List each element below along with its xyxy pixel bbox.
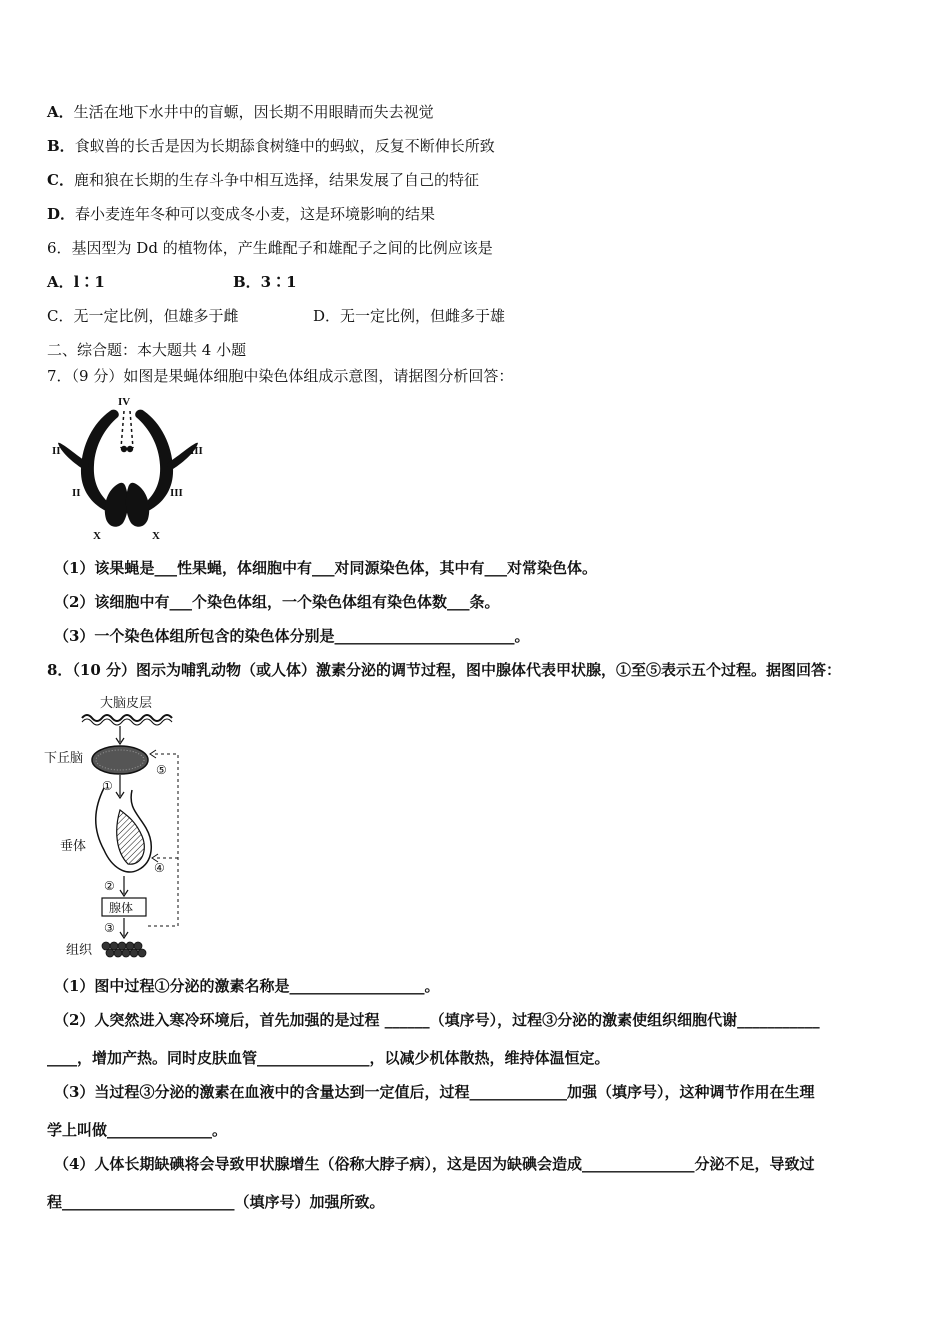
q8-sub3-line2: 学上叫做______________。	[47, 1121, 228, 1139]
label-p4: ④	[154, 861, 165, 875]
q5-option-b	[47, 136, 495, 156]
q6-stem: 6．基因型为 Dd 的植物体，产生雌配子和雄配子之间的比例应该是	[47, 239, 493, 257]
q7-sub2: （2）该细胞中有___个染色体组，一个染色体组有染色体数___条。	[54, 593, 500, 611]
label-p1: ①	[102, 779, 113, 793]
q5-option-b-text: 食蚁兽的长舌是因为长期舔食树缝中的蚂蚁，反复不断伸长所致	[74, 137, 495, 155]
q5-option-c	[47, 170, 479, 190]
label-gland: 腺体	[109, 901, 134, 915]
q5-option-a	[47, 102, 434, 122]
q5-option-c-label: C．	[47, 171, 74, 189]
q6-option-d: D．无一定比例，但雌多于雄	[313, 307, 506, 325]
chromosome-x-right	[126, 483, 149, 527]
label-p2: ②	[104, 879, 115, 893]
q5-option-d-text: 春小麦连年冬种可以变成冬小麦，这是环境影响的结果	[75, 205, 436, 223]
label-iii-bottom: III	[170, 487, 183, 499]
q6-option-b: B．3∶1	[233, 273, 297, 291]
chromosome-iv-dot	[121, 446, 127, 452]
label-cortex: 大脑皮层	[100, 696, 153, 711]
chromosome-x-left	[105, 483, 128, 527]
label-iii-top: III	[190, 445, 203, 457]
chromosome-figure	[48, 393, 216, 543]
q8-sub1: （1）图中过程①分泌的激素名称是__________________。	[54, 977, 440, 995]
q8-stem: 8．（10 分）图示为哺乳动物（或人体）激素分泌的调节过程，图中腺体代表甲状腺，①至⑤表示五个过程。据图回答：	[47, 661, 842, 679]
label-pituitary: 垂体	[60, 839, 87, 854]
label-ii-top: II	[52, 445, 61, 457]
q5-option-b-label: B．	[47, 137, 75, 155]
q7-sub3: （3）一个染色体组所包含的染色体分别是________________________。	[54, 627, 530, 645]
q8-sub4-line2: 程_______________________（填序号）加强所致。	[47, 1193, 385, 1211]
label-p3: ③	[104, 921, 115, 935]
q7-stem: 7．（9 分）如图是果蝇体细胞中染色体组成示意图，请据图分析回答：	[47, 367, 514, 385]
label-hypothalamus: 下丘脑	[44, 751, 84, 766]
q8-sub4-line1: （4）人体长期缺碘将会导致甲状腺增生（俗称大脖子病），这是因为缺碘会造成_______________分泌不足，导致过	[54, 1155, 815, 1173]
q8-sub2-line1: （2）人突然进入寒冷环境后，首先加强的是过程 ______（填序号），过程③分泌的激素使组织细胞代谢___________	[54, 1011, 820, 1029]
q7-sub1: （1）该果蝇是___性果蝇，体细胞中有___对同源染色体，其中有___对常染色体。	[54, 559, 597, 577]
label-x-left: X	[93, 530, 101, 542]
q8-sub3-line1: （3）当过程③分泌的激素在血液中的含量达到一定值后，过程_____________加强（填序号），这种调节作用在生理	[54, 1083, 815, 1101]
chromosome-iv-dot	[127, 446, 133, 452]
q5-option-d-label: D．	[47, 205, 76, 223]
q6-option-a: A．l∶1	[47, 273, 105, 291]
tissue-cells	[102, 942, 146, 957]
label-x-right: X	[152, 530, 160, 542]
q6-option-c: C．无一定比例，但雄多于雌	[47, 307, 239, 325]
q5-option-c-text: 鹿和狼在长期的生存斗争中相互选择，结果发展了自己的特征	[73, 171, 479, 189]
q5-option-a-label: A．	[47, 103, 74, 121]
q5-option-d	[47, 204, 435, 224]
q5-option-a-text: 生活在地下水井中的盲螈，因长期不用眼睛而失去视觉	[73, 103, 434, 121]
label-iv: IV	[118, 396, 131, 408]
q8-sub2-line2: ____，增加产热。同时皮肤血管_______________，以减少机体散热，维持体温恒定。	[47, 1049, 610, 1067]
hormone-regulation-figure	[42, 690, 202, 962]
label-p5: ⑤	[156, 763, 167, 777]
label-ii-bottom: II	[72, 487, 81, 499]
label-tissue: 组织	[66, 943, 93, 958]
section-heading: 二、综合题：本大题共 4 小题	[47, 341, 247, 359]
